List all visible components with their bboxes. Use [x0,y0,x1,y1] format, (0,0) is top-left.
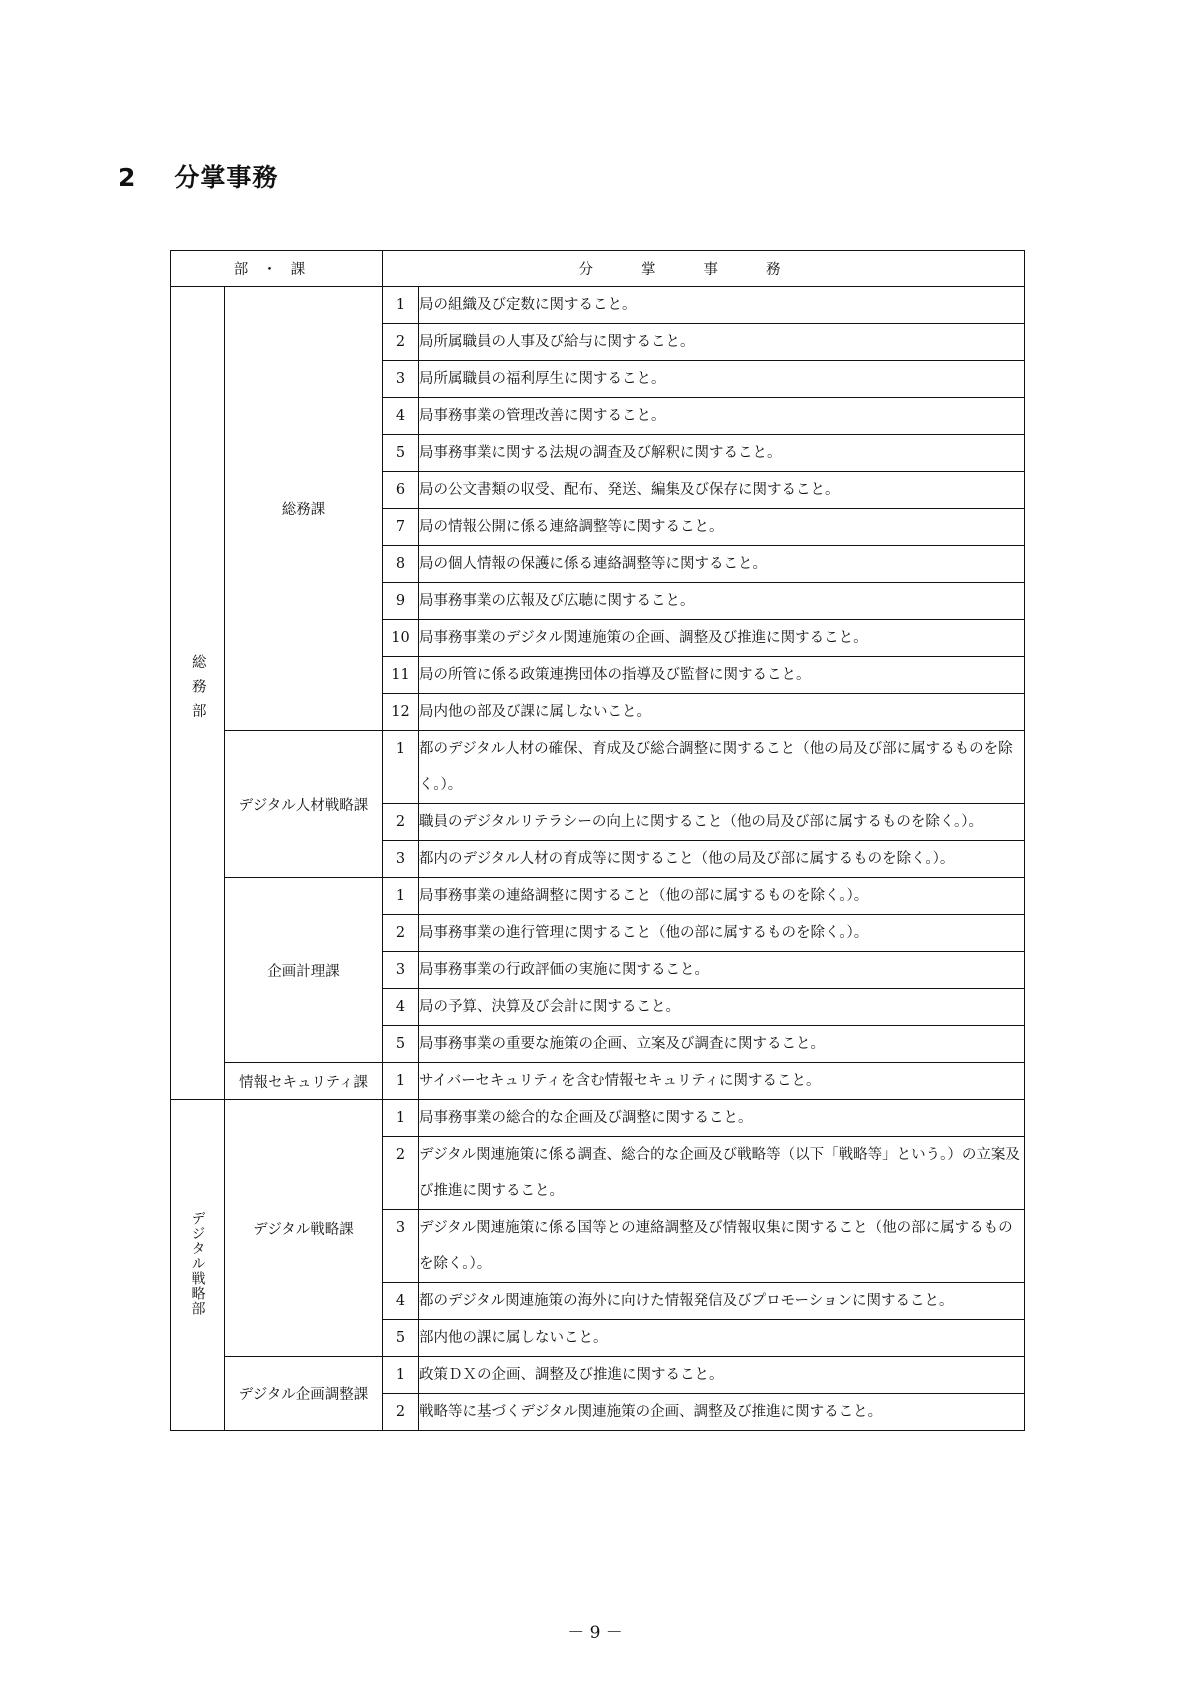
section-title: 分掌事務 [174,163,279,192]
item-number: 1 [383,1100,419,1137]
item-number: 1 [383,878,419,915]
item-number: 2 [383,915,419,952]
page-number: － 9 － [567,1623,623,1643]
item-number: 9 [383,583,419,620]
item-text: 部内他の課に属しないこと。 [419,1320,1025,1357]
item-text: 局事務事業の連絡調整に関すること（他の部に属するものを除く。）。 [419,878,1025,915]
item-number: 2 [383,1137,419,1210]
item-text: 戦略等に基づくデジタル関連施策の企画、調整及び推進に関すること。 [419,1394,1025,1431]
item-text: 局の所管に係る政策連携団体の指導及び監督に関すること。 [419,657,1025,694]
item-number: 3 [383,841,419,878]
item-number: 1 [383,1063,419,1100]
item-number: 3 [383,952,419,989]
table-body [171,287,1025,1431]
division-name: デジタル企画調整課 [225,1357,383,1431]
division-name: 情報セキュリティ課 [225,1063,383,1100]
item-number: 1 [383,287,419,324]
item-number: 2 [383,804,419,841]
item-text: 都のデジタル人材の確保、育成及び総合調整に関すること（他の局及び部に属するものを除く。）。 [419,731,1025,804]
department-cell [171,1100,225,1431]
item-number: 5 [383,1320,419,1357]
item-number: 11 [383,657,419,694]
item-number: 4 [383,398,419,435]
department-name: デジタル戦略部 [189,1210,206,1316]
item-number: 1 [383,731,419,804]
item-number: 12 [383,694,419,731]
section-number: 2 [118,163,137,192]
table-row [171,878,1025,915]
table-row [171,731,1025,804]
item-text: 局の予算、決算及び会計に関すること。 [419,989,1025,1026]
item-text: 局の情報公開に係る連絡調整等に関すること。 [419,509,1025,546]
item-text: デジタル関連施策に係る国等との連絡調整及び情報収集に関すること（他の部に属するものを除く。）。 [419,1210,1025,1283]
header-duties: 分掌事務 [383,251,1025,287]
duties-table [170,250,1025,1431]
item-number: 2 [383,324,419,361]
item-number: 2 [383,1394,419,1431]
division-name: 総務課 [225,287,383,731]
item-text: 局事務事業の広報及び広聴に関すること。 [419,583,1025,620]
table-row [171,1063,1025,1100]
item-number: 7 [383,509,419,546]
item-text: 局事務事業の行政評価の実施に関すること。 [419,952,1025,989]
item-text: 局所属職員の福利厚生に関すること。 [419,361,1025,398]
table-row [171,1100,1025,1137]
item-text: 都内のデジタル人材の育成等に関すること（他の局及び部に属するものを除く。）。 [419,841,1025,878]
item-text: デジタル関連施策に係る調査、総合的な企画及び戦略等（以下「戦略等」という。）の立案及び推進に関すること。 [419,1137,1025,1210]
item-number: 4 [383,1283,419,1320]
item-text: 局事務事業に関する法規の調査及び解釈に関すること。 [419,435,1025,472]
item-text: 局事務事業のデジタル関連施策の企画、調整及び推進に関すること。 [419,620,1025,657]
table-header-row [171,251,1025,287]
item-text: 局の組織及び定数に関すること。 [419,287,1025,324]
item-text: 局の公文書類の収受、配布、発送、編集及び保存に関すること。 [419,472,1025,509]
department-cell [171,287,225,1100]
item-number: 8 [383,546,419,583]
department-name: 総務部 [189,654,206,728]
item-text: 局の個人情報の保護に係る連絡調整等に関すること。 [419,546,1025,583]
division-name: デジタル人材戦略課 [225,731,383,878]
division-name: デジタル戦略課 [225,1100,383,1357]
item-text: 政策ＤＸの企画、調整及び推進に関すること。 [419,1357,1025,1394]
item-text: 都のデジタル関連施策の海外に向けた情報発信及びプロモーションに関すること。 [419,1283,1025,1320]
table-row [171,287,1025,324]
item-text: 職員のデジタルリテラシーの向上に関すること（他の局及び部に属するものを除く。）。 [419,804,1025,841]
item-text: 局内他の部及び課に属しないこと。 [419,694,1025,731]
item-number: 1 [383,1357,419,1394]
item-text: 局事務事業の重要な施策の企画、立案及び調査に関すること。 [419,1026,1025,1063]
item-number: 5 [383,435,419,472]
item-number: 3 [383,361,419,398]
division-name: 企画計理課 [225,878,383,1063]
item-number: 6 [383,472,419,509]
item-text: サイバーセキュリティを含む情報セキュリティに関すること。 [419,1063,1025,1100]
section-heading [118,158,278,194]
item-number: 10 [383,620,419,657]
item-number: 4 [383,989,419,1026]
item-number: 5 [383,1026,419,1063]
header-department-division: 部・課 [171,251,383,287]
item-text: 局事務事業の総合的な企画及び調整に関すること。 [419,1100,1025,1137]
item-text: 局事務事業の進行管理に関すること（他の部に属するものを除く。）。 [419,915,1025,952]
item-text: 局所属職員の人事及び給与に関すること。 [419,324,1025,361]
table-row [171,1357,1025,1394]
item-text: 局事務事業の管理改善に関すること。 [419,398,1025,435]
item-number: 3 [383,1210,419,1283]
